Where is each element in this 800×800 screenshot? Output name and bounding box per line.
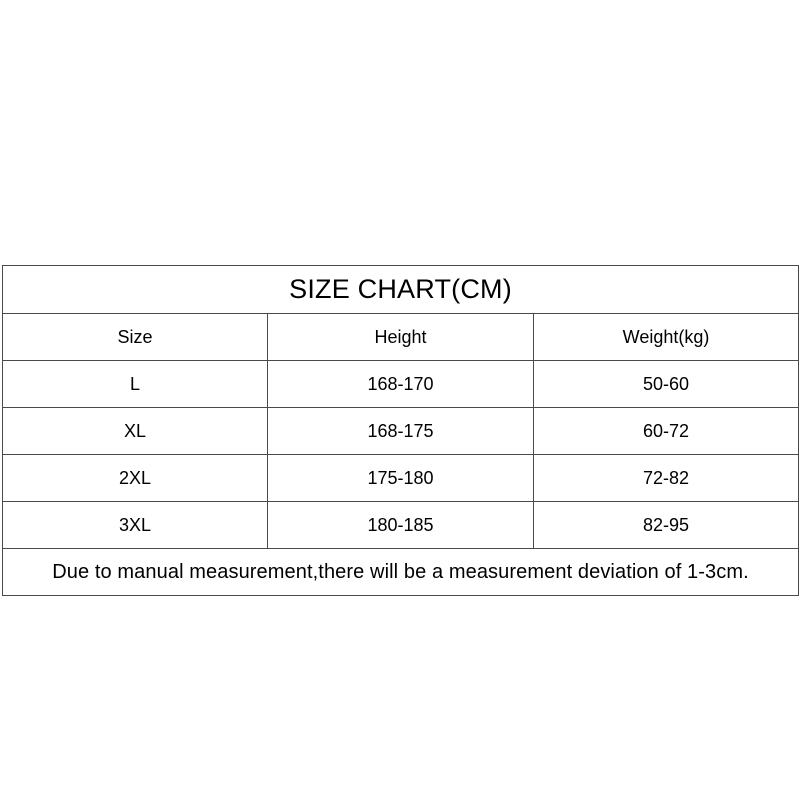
weight-cell: 72-82 — [534, 455, 799, 502]
table-row — [3, 502, 799, 549]
chart-title: SIZE CHART(CM) — [3, 266, 799, 314]
table-row — [3, 361, 799, 408]
size-cell: 2XL — [3, 455, 268, 502]
title-row — [3, 266, 799, 314]
weight-cell: 50-60 — [534, 361, 799, 408]
table-row — [3, 455, 799, 502]
header-height: Height — [268, 314, 534, 361]
header-weight: Weight(kg) — [534, 314, 799, 361]
size-chart-table — [2, 265, 799, 596]
weight-cell: 60-72 — [534, 408, 799, 455]
size-cell: L — [3, 361, 268, 408]
size-cell: 3XL — [3, 502, 268, 549]
measurement-note: Due to manual measurement,there will be a measurement deviation of 1-3cm. — [3, 549, 799, 596]
header-row — [3, 314, 799, 361]
table-row — [3, 408, 799, 455]
height-cell: 180-185 — [268, 502, 534, 549]
height-cell: 168-175 — [268, 408, 534, 455]
header-size: Size — [3, 314, 268, 361]
note-row — [3, 549, 799, 596]
weight-cell: 82-95 — [534, 502, 799, 549]
height-cell: 168-170 — [268, 361, 534, 408]
size-cell: XL — [3, 408, 268, 455]
height-cell: 175-180 — [268, 455, 534, 502]
